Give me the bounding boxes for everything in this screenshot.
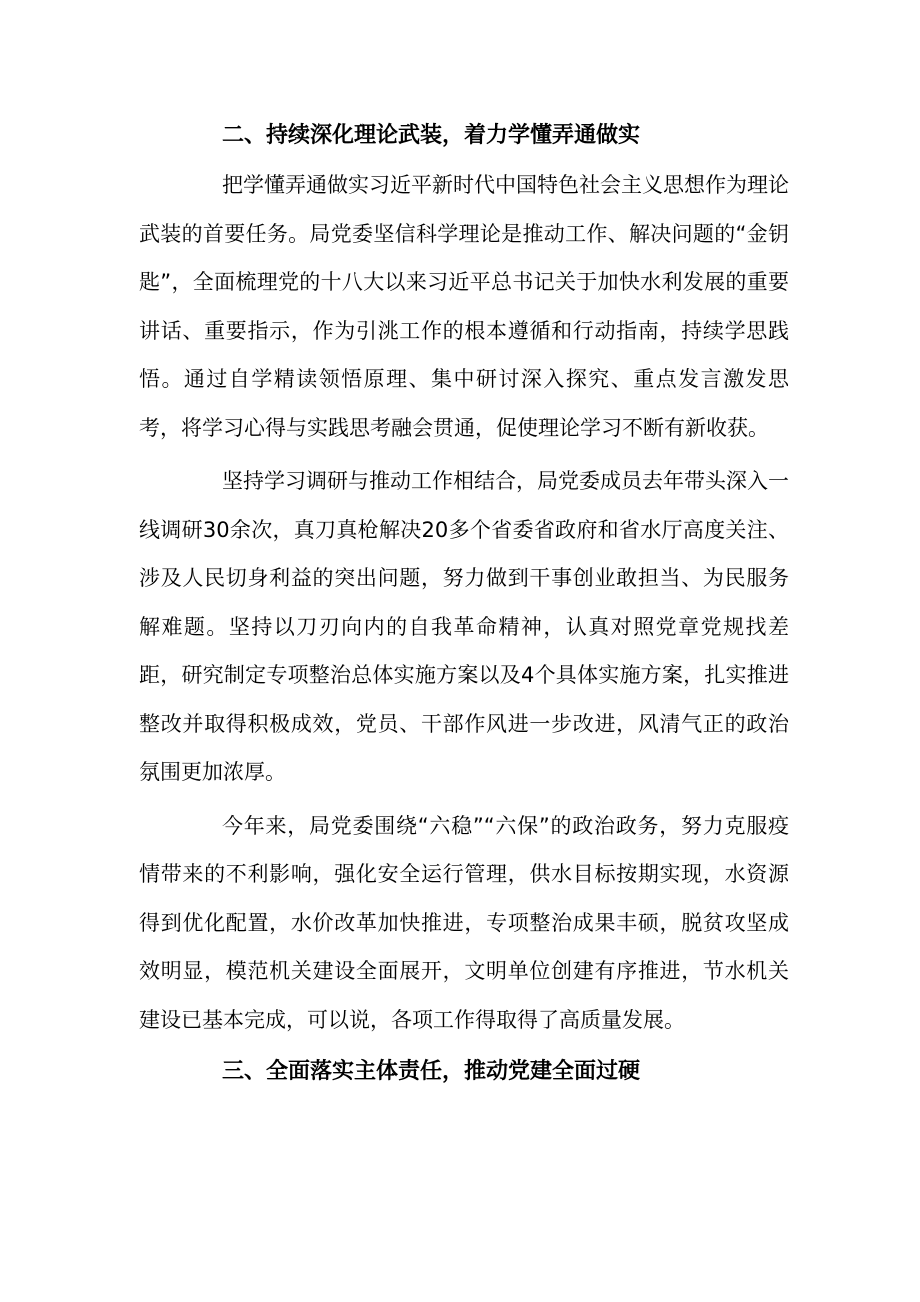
section-heading-2: 二、持续深化理论武装，着力学懂弄通做实 [222,123,641,148]
paragraph-this-year: 今年来，局党委围绕“六稳”“六保”的政治政务，努力克服疫情带来的不利影响，强化安全运行管理，供水目标按期实现，水资源得到优化配置，水价改革加快推进，专项整治成果丰硕，脱贫攻坚成效明显，模范机关建设全面展开，文明单位创建有序推进，节水机关建设已基本完成，可以说，各项工作得取得了高质量发展。 [139,813,789,1032]
document-body [139,113,789,1094]
section-heading-3: 三、全面落实主体责任，推动党建全面过硬 [222,1059,641,1084]
paragraph-theory-study: 把学懂弄通做实习近平新时代中国特色社会主义思想作为理论武装的首要任务。局党委坚信科学理论是推动工作、解决问题的“金钥匙”，全面梳理党的十八大以来习近平总书记关于加快水利发展的重要讲话、重要指示，作为引洮工作的根本遵循和行动指南，持续学思践悟。通过自学精读领悟原理、集中研讨深入探究、重点发言激发思考，将学习心得与实践思考融会贯通，促使理论学习不断有新收获。 [139,173,789,440]
paragraph-research-work: 坚持学习调研与推动工作相结合，局党委成员去年带头深入一线调研30余次，真刀真枪解决20多个省委省政府和省水厅高度关注、涉及人民切身利益的突出问题，努力做到干事创业敢担当、为民服务解难题。坚持以刀刃向内的自我革命精神，认真对照党章党规找差距，研究制定专项整治总体实施方案以及4个具体实施方案，扎实推进整改并取得积极成效，党员、干部作风进一步改进，风清气正的政治氛围更加浓厚。 [139,469,789,784]
